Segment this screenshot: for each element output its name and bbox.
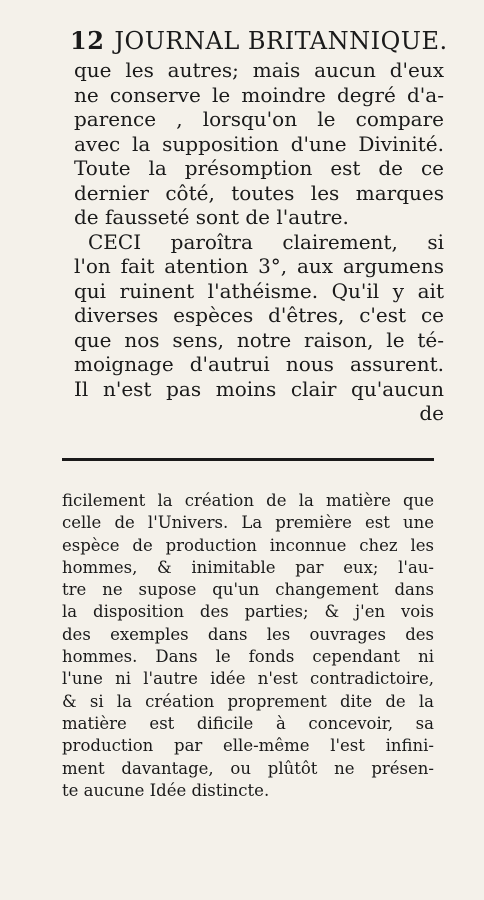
footnote-line: celle de l'Univers. La première est une — [62, 513, 434, 533]
main-text-line: avec la supposition d'une Divinité. — [74, 131, 444, 156]
footnote-line: ficilement la création de la matière que — [62, 491, 434, 510]
main-text-line: dernier côté, toutes les marques — [74, 180, 444, 205]
footnote-rule — [62, 458, 434, 461]
main-text-line: que nos sens, notre raison, le té- — [74, 327, 444, 352]
footnote — [62, 490, 434, 802]
running-header — [70, 26, 450, 56]
footnote-line: l'une ni l'autre idée n'est contradictoire, — [62, 669, 434, 689]
main-text — [74, 58, 444, 426]
main-text-line: CECI paroîtra clairement, si — [88, 229, 444, 254]
footnote-line: hommes, & inimitable par eux; l'au- — [62, 557, 434, 577]
main-text-line: l'on fait atention 3°, aux argumens — [74, 254, 444, 278]
catchword: de — [419, 401, 444, 425]
footnote-line: hommes. Dans le fonds cependant ni — [62, 647, 434, 667]
main-text-line: qui ruinent l'athéisme. Qu'il y ait — [74, 278, 444, 303]
main-text-line: Il n'est pas moins clair qu'aucun — [74, 376, 444, 401]
main-text-line: Toute la présomption est de ce — [74, 156, 444, 180]
footnote-line: la disposition des parties; & j'en vois — [62, 602, 434, 622]
footnote-line: & si la création proprement dite de la — [62, 691, 434, 711]
main-text-line: que les autres; mais aucun d'eux — [74, 58, 444, 82]
footnote-line: tre ne supose qu'un changement dans — [62, 580, 434, 600]
main-text-line: ne conserve le moindre degré d'a- — [74, 82, 444, 107]
footnote-line: ment davantage, ou plûtôt ne présen- — [62, 758, 434, 778]
footnote-line: des exemples dans les ouvrages des — [62, 624, 434, 644]
footnote-line: te aucune Idée distincte. — [62, 780, 270, 800]
footnote-line: espèce de production inconnue chez les — [62, 535, 434, 555]
footnote-line: matière est dificile à concevoir, sa — [62, 713, 434, 733]
page-number: 12 — [70, 26, 105, 55]
footnote-line: production par elle-même l'est infini- — [62, 736, 434, 756]
main-text-line: parence , lorsqu'on le compare — [74, 107, 444, 131]
main-text-line: de fausseté sont de l'autre. — [74, 205, 349, 229]
main-text-line: moignage d'autrui nous assurent. — [74, 352, 444, 376]
journal-title: JOURNAL BRITANNIQUE. — [114, 27, 448, 55]
main-text-line: diverses espèces d'êtres, c'est ce — [74, 303, 444, 327]
